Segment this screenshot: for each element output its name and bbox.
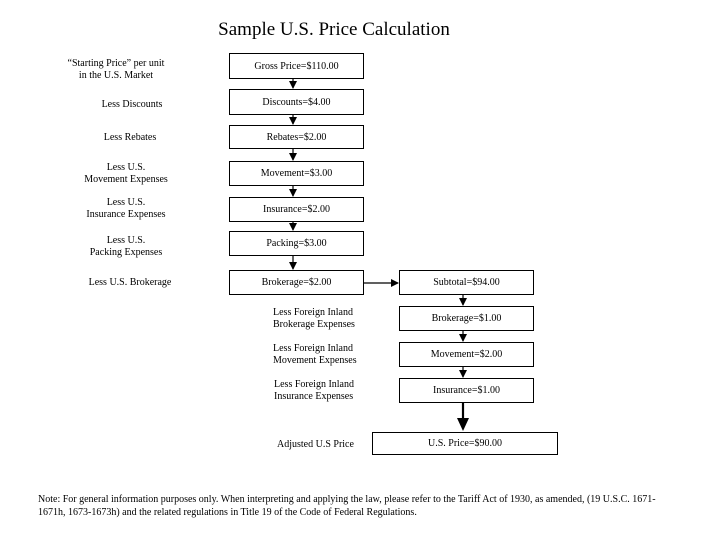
label-less-foreign-movement: Less Foreign Inland Movement Expenses (273, 343, 357, 366)
box-packing: Packing=$3.00 (229, 231, 364, 256)
label-less-foreign-brokerage: Less Foreign Inland Brokerage Expenses (273, 307, 355, 330)
label-starting-price: “Starting Price” per unit in the U.S. Market (67, 58, 165, 81)
label-adjusted-us-price: Adjusted U.S Price (277, 439, 354, 450)
box-foreign-insurance: Insurance=$1.00 (399, 378, 534, 403)
arrow-foreign-insurance-to-us-price (457, 403, 469, 431)
label-less-us-brokerage: Less U.S. Brokerage (88, 277, 172, 288)
label-less-us-packing: Less U.S. Packing Expenses (89, 235, 163, 258)
box-foreign-brokerage: Brokerage=$1.00 (399, 306, 534, 331)
footnote: Note: For general information purposes only. When interpreting and applying the law, please refer to the Tariff Act of 1930, as amended, (19 U.S.C. 1671-1671h, 1673-1673h) and the related regulations in Title 19 of the Code of Federal Regulations. (38, 494, 656, 518)
box-insurance: Insurance=$2.00 (229, 197, 364, 222)
label-less-us-movement: Less U.S. Movement Expenses (84, 162, 168, 185)
box-discounts: Discounts=$4.00 (229, 89, 364, 115)
box-movement: Movement=$3.00 (229, 161, 364, 186)
label-less-discounts: Less Discounts (101, 99, 163, 110)
box-gross-price: Gross Price=$110.00 (229, 53, 364, 79)
box-foreign-movement: Movement=$2.00 (399, 342, 534, 367)
page-title: Sample U.S. Price Calculation (218, 19, 450, 40)
label-less-foreign-insurance: Less Foreign Inland Insurance Expenses (274, 379, 354, 402)
label-less-us-insurance: Less U.S. Insurance Expenses (86, 197, 166, 220)
box-brokerage: Brokerage=$2.00 (229, 270, 364, 295)
label-less-rebates: Less Rebates (103, 132, 157, 143)
box-subtotal: Subtotal=$94.00 (399, 270, 534, 295)
box-us-price: U.S. Price=$90.00 (372, 432, 558, 455)
box-rebates: Rebates=$2.00 (229, 125, 364, 149)
